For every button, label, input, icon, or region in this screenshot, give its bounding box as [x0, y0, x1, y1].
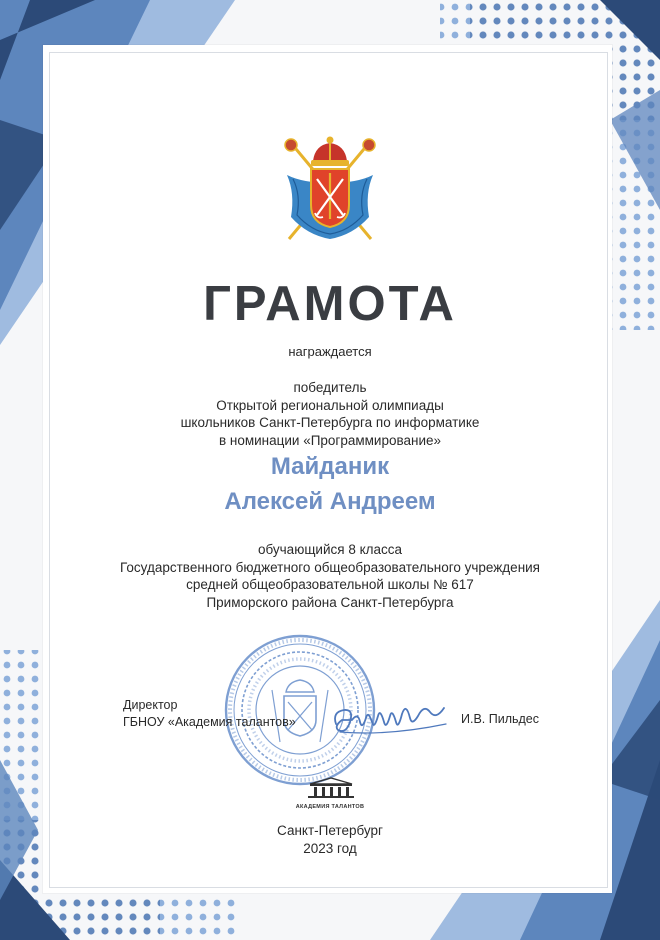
issue-year: 2023 год	[303, 840, 357, 856]
issue-place-and-year	[0, 822, 660, 857]
awarded-label: награждается	[288, 344, 372, 359]
academy-building-logo-icon	[306, 777, 356, 799]
issue-city: Санкт-Петербург	[277, 823, 383, 838]
director-signature-icon	[328, 694, 454, 742]
signer-name: И.В. Пильдес	[461, 712, 540, 726]
school-description	[0, 541, 660, 611]
signer-position: Директор	[123, 698, 178, 712]
school-line: обучающийся 8 класса	[257, 542, 403, 557]
recipient-given-names: Алексей Андреем	[224, 488, 436, 515]
school-line: Государственного бюджетного общеобразовательного учреждения	[120, 559, 540, 575]
winner-description	[0, 379, 660, 449]
certificate-title: ГРАМОТА	[203, 277, 457, 331]
academy-logo-label: АКАДЕМИЯ ТАЛАНТОВ	[295, 804, 365, 810]
signer-block	[123, 697, 296, 731]
winner-line: в номинации «Программирование»	[218, 432, 442, 448]
winner-line: Открытой региональной олимпиады	[216, 397, 444, 413]
recipient-surname: Майданик	[270, 453, 390, 480]
winner-line: школьников Санкт-Петербурга по информатике	[180, 415, 480, 430]
st-petersburg-coat-of-arms-icon	[277, 135, 383, 247]
school-line: средней общеобразовательной школы № 617	[186, 577, 474, 592]
signer-organization: ГБНОУ «Академия талантов»	[123, 715, 296, 729]
school-line: Приморского района Санкт-Петербурга	[206, 594, 454, 610]
winner-line: победитель	[293, 380, 367, 395]
